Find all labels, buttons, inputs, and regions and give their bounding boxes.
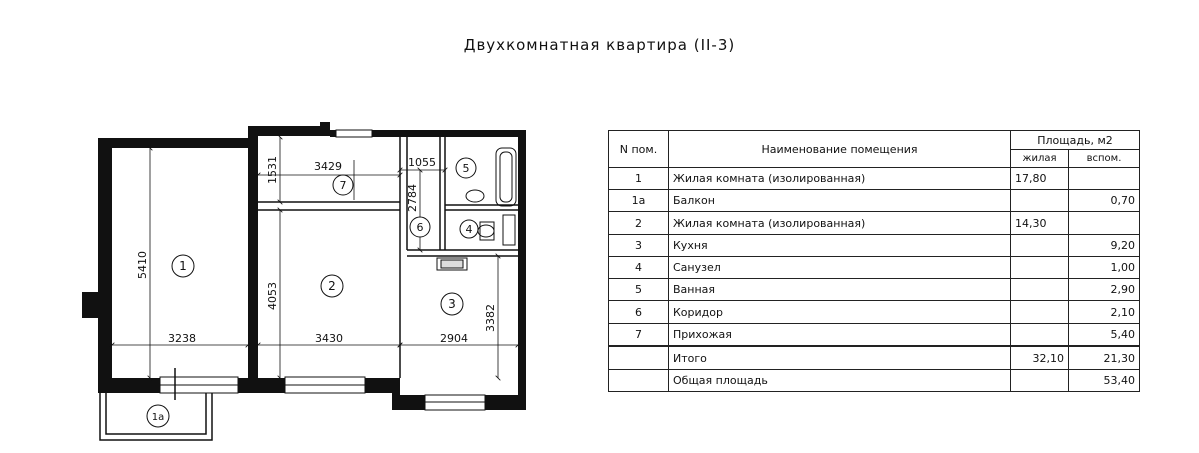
table-row-grand-total: Общая площадь 53,40 xyxy=(609,369,1140,391)
room-label-5: 5 xyxy=(462,162,470,175)
interior-walls xyxy=(258,137,518,378)
dim-room3-height: 3382 xyxy=(484,304,497,332)
header-area: Площадь, м2 xyxy=(1011,131,1140,150)
bathtub-icon xyxy=(496,148,516,206)
table-row: 7 Прихожая 5,40 xyxy=(609,323,1140,345)
table-row: 2 Жилая комната (изолированная) 14,30 xyxy=(609,212,1140,234)
drawing-title: Двухкомнатная квартира (II-3) xyxy=(463,36,736,54)
header-number: N пом. xyxy=(609,131,669,168)
dim-room1-height: 5410 xyxy=(136,251,149,279)
dim-corridor-width: 1055 xyxy=(408,156,436,169)
dim-room3-width: 2904 xyxy=(440,332,468,345)
table-row: 6 Коридор 2,10 xyxy=(609,301,1140,323)
table-row: 1 Жилая комната (изолированная) 17,80 xyxy=(609,168,1140,190)
header-name: Наименование помещения xyxy=(669,131,1011,168)
area-table xyxy=(608,130,1140,392)
sink-icon xyxy=(466,190,484,202)
room-label-7: 7 xyxy=(339,179,347,192)
floor-plan xyxy=(0,0,560,453)
dim-corridor-height: 2784 xyxy=(406,184,419,212)
room-label-4: 4 xyxy=(465,223,473,236)
room-label-1: 1 xyxy=(179,259,187,273)
room-label-3: 3 xyxy=(448,297,456,311)
table-row-total: Итого 32,10 21,30 xyxy=(609,347,1140,369)
table-row: 3 Кухня 9,20 xyxy=(609,234,1140,256)
dim-room2-height: 4053 xyxy=(266,282,279,310)
table-row: 1а Балкон 0,70 xyxy=(609,190,1140,212)
room-label-2: 2 xyxy=(328,279,336,293)
table-row: 4 Санузел 1,00 xyxy=(609,256,1140,278)
table-row: 5 Ванная 2,90 xyxy=(609,279,1140,301)
dim-room1-width: 3238 xyxy=(168,332,196,345)
dim-room2-width: 3430 xyxy=(315,332,343,345)
header-living: жилая xyxy=(1011,150,1069,168)
fixtures xyxy=(437,148,516,270)
header-auxiliary: вспом. xyxy=(1069,150,1140,168)
room-label-1a: 1а xyxy=(151,412,165,423)
room-label-6: 6 xyxy=(416,221,424,234)
dim-hall-height: 1531 xyxy=(266,156,279,184)
dim-hall-width: 3429 xyxy=(314,160,342,173)
